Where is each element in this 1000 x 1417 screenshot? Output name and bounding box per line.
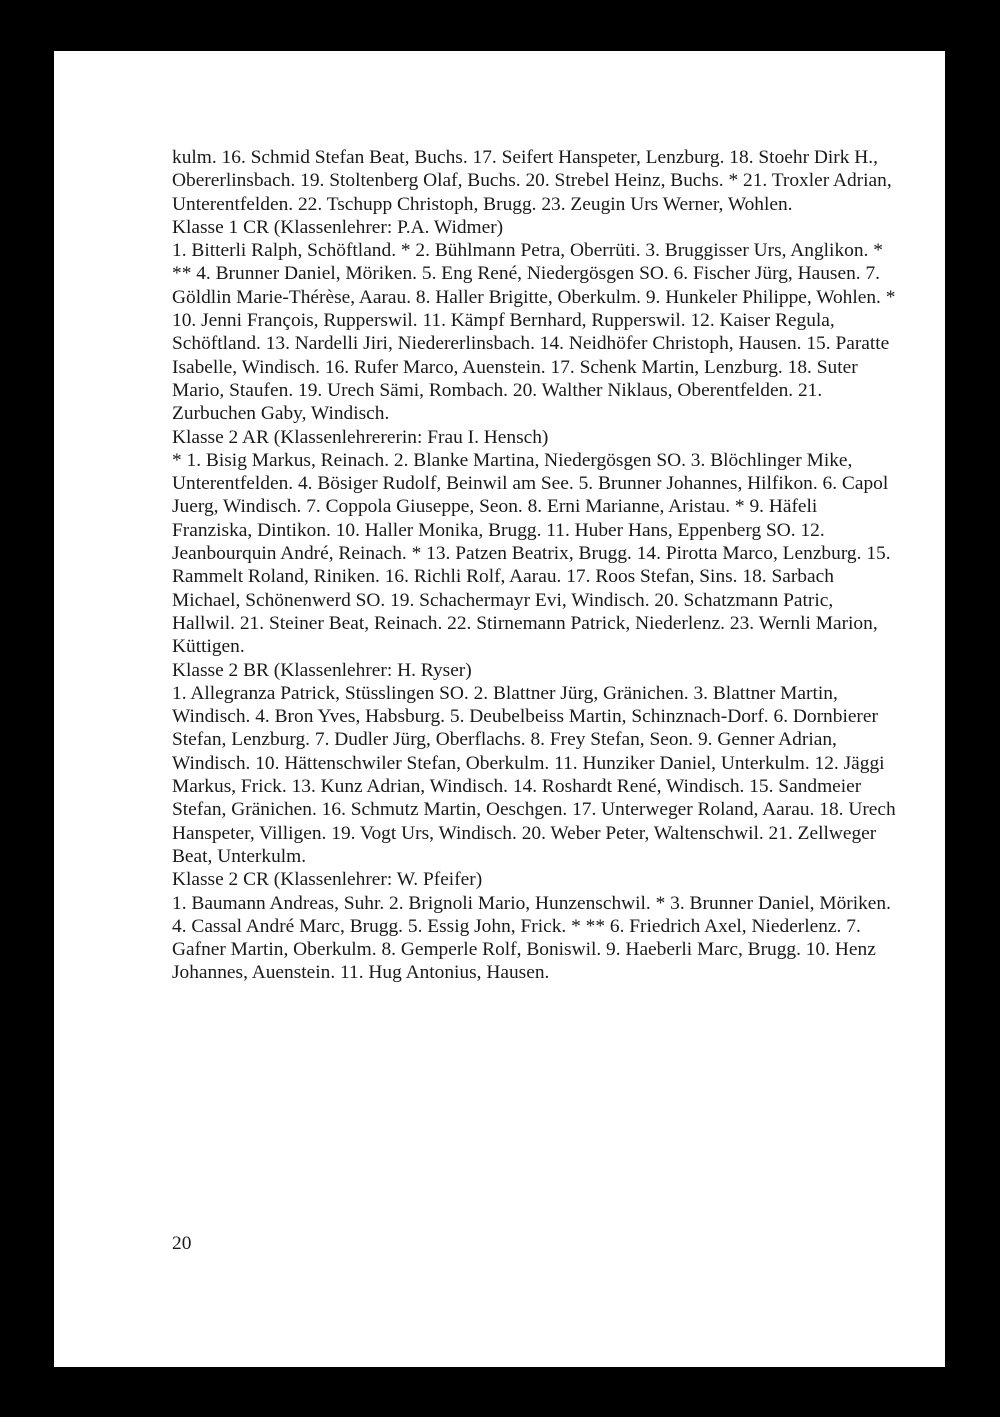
student-list-2br: 1. Allegranza Patrick, Stüsslingen SO. 2. Blattner Jürg, Gränichen. 3. Blattner Martin, Windisch. 4. Bron Yves, Habsburg. 5. Deubelbeiss Martin, Schinznach-Dorf. 6. Dornbierer Stefan, Lenzburg. 7. Dudler Jürg, Oberflachs. 8. Frey Stefan, Seon. 9. Genner Adrian, Windisch. 10. Hättenschwiler Stefan, Oberkulm. 11. Hunziker Daniel, Unterkulm. 12. Jäggi Markus, Frick. 13. Kunz Adrian, Windisch. 14. Roshardt René, Windisch. 15. Sandmeier Stefan, Gränichen. 16. Schmutz Martin, Oeschgen. 17. Unterweger Roland, Aarau. 18. Urech Hanspeter, Villigen. 19. Vogt Urs, Windisch. 20. Weber Peter, Waltenschwil. 21. Zellweger Beat, Unterkulm.	[172, 682, 896, 867]
student-list-1cr: 1. Bitterli Ralph, Schöftland. * 2. Bühlmann Petra, Oberrüti. 3. Bruggisser Urs, Anglikon. * ** 4. Brunner Daniel, Möriken. 5. Eng René, Niedergösgen SO. 6. Fischer Jürg, Hausen. 7. Göldlin Marie-Thérèse, Aarau. 8. Haller Brigitte, Oberkulm. 9. Hunkeler Philippe, Wohlen. * 10. Jenni François, Rupperswil. 11. Kämpf Bernhard, Rupperswil. 12. Kaiser Regula, Schöftland. 13. Nardelli Jiri, Niedererlinsbach. 14. Neidhöfer Christoph, Hausen. 15. Paratte Isabelle, Windisch. 16. Rufer Marco, Auenstein. 17. Schenk Martin, Lenzburg. 18. Suter Mario, Staufen. 19. Urech Sämi, Rombach. 20. Walther Niklaus, Oberentfelden. 21. Zurbuchen Gaby, Windisch.	[172, 240, 896, 425]
document-page	[54, 51, 945, 1367]
continued-student-list: kulm. 16. Schmid Stefan Beat, Buchs. 17. Seifert Hanspeter, Lenzburg. 18. Stoehr Dirk H., Obererlinsbach. 19. Stoltenberg Olaf, Buchs. 20. Strebel Heinz, Buchs. * 21. Troxler Adrian, Unterentfelden. 22. Tschupp Christoph, Brugg. 23. Zeugin Urs Werner, Wohlen.	[172, 147, 892, 215]
student-list-2cr: 1. Baumann Andreas, Suhr. 2. Brignoli Mario, Hunzenschwil. * 3. Brunner Daniel, Möriken. 4. Cassal André Marc, Brugg. 5. Essig John, Frick. * ** 6. Friedrich Axel, Niederlenz. 7. Gafner Martin, Oberkulm. 8. Gemperle Rolf, Boniswil. 9. Haeberli Marc, Brugg. 10. Henz Johannes, Auenstein. 11. Hug Antonius, Hausen.	[172, 892, 891, 984]
class-heading-1cr: Klasse 1 CR (Klassenlehrer: P.A. Widmer)	[172, 216, 504, 238]
student-list-2ar: * 1. Bisig Markus, Reinach. 2. Blanke Martina, Niedergösgen SO. 3. Blöchlinger Mike, Unterentfelden. 4. Bösiger Rudolf, Beinwil am See. 5. Brunner Johannes, Hilfikon. 6. Capol Juerg, Windisch. 7. Coppola Giuseppe, Seon. 8. Erni Marianne, Aristau. * 9. Häfeli Franziska, Dintikon. 10. Haller Monika, Brugg. 11. Huber Hans, Eppenberg SO. 12. Jeanbourquin André, Reinach. * 13. Patzen Beatrix, Brugg. 14. Pirotta Marco, Lenzburg. 15. Rammelt Roland, Riniken. 16. Richli Rolf, Aarau. 17. Roos Stefan, Sins. 18. Sarbach Michael, Schönenwerd SO. 19. Schachermayr Evi, Windisch. 20. Schatzmann Patric, Hallwil. 21. Steiner Beat, Reinach. 22. Stirnemann Patrick, Niederlenz. 23. Wernli Marion, Küttigen.	[172, 449, 891, 658]
class-heading-2ar: Klasse 2 AR (Klassenlehrererin: Frau I. Hensch)	[172, 426, 549, 448]
class-heading-2cr: Klasse 2 CR (Klassenlehrer: W. Pfeifer)	[172, 869, 483, 891]
class-heading-2br: Klasse 2 BR (Klassenlehrer: H. Ryser)	[172, 659, 472, 681]
page-content	[172, 146, 898, 985]
page-number: 20	[172, 1233, 192, 1254]
